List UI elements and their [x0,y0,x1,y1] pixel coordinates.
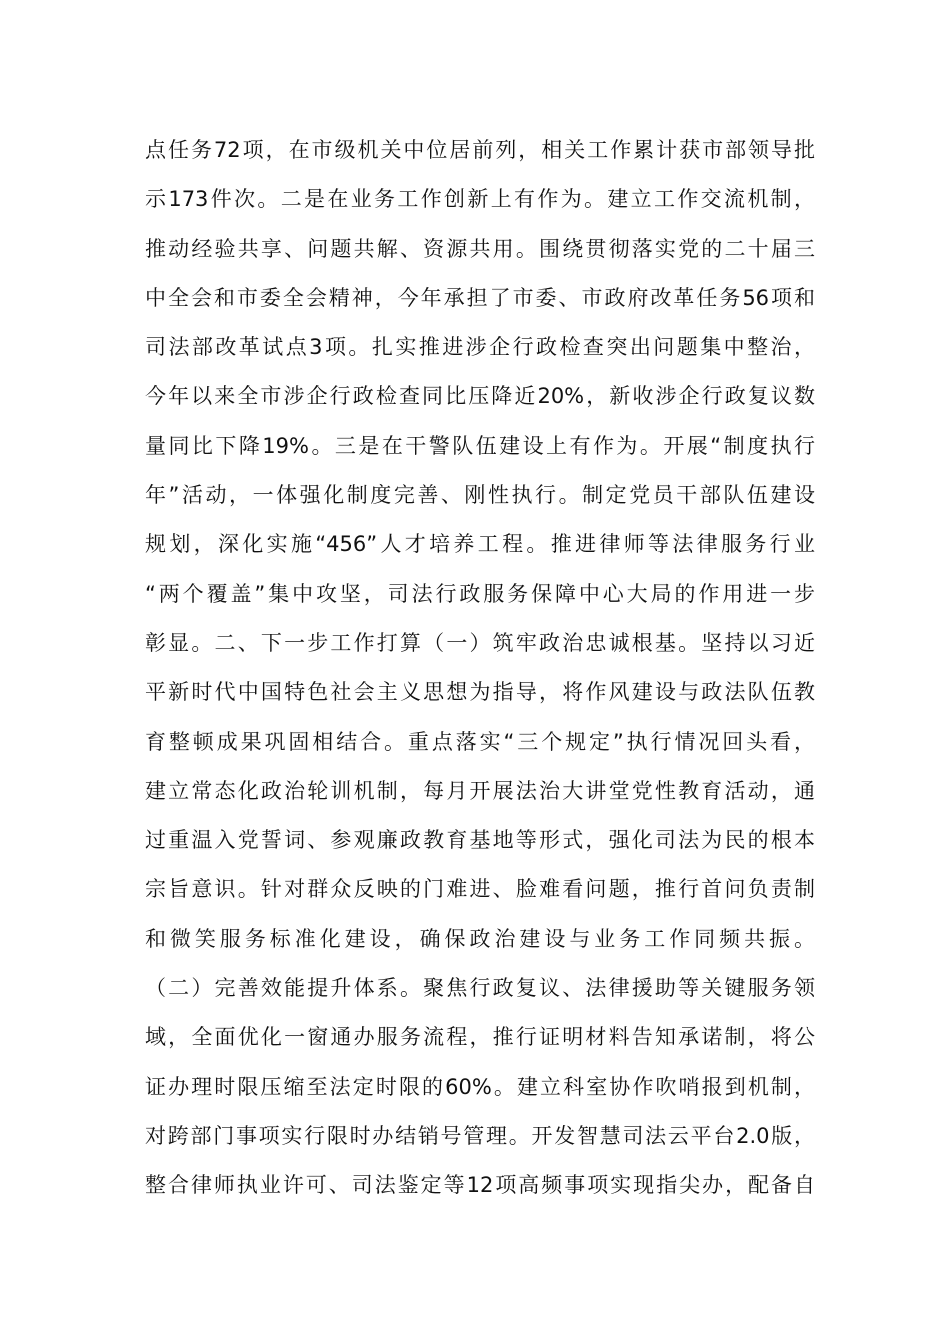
text-line-1: 点任务72项，在市级机关中位居前列，相关工作累计获市部领导批 [145,138,815,162]
text-line-20: 证办理时限压缩至法定时限的60%。建立科室协作吹哨报到机制， [145,1074,815,1099]
text-line-13: 育整顿成果巩固相结合。重点落实“三个规定”执行情况回头看， [145,729,815,754]
text-line-9: 规划，深化实施“456”人才培养工程。推进律师等法律服务行业 [145,532,815,557]
text-line-8: 年”活动，一体强化制度完善、刚性执行。制定党员干部队伍建设 [145,483,815,508]
text-line-11: 彰显。二、下一步工作打算（一）筑牢政治忠诚根基。坚持以习近 [145,630,815,655]
text-line-4: 中全会和市委全会精神，今年承担了市委、市政府改革任务56项和 [145,285,815,310]
text-line-10: “两个覆盖”集中攻坚，司法行政服务保障中心大局的作用进一步 [145,581,815,606]
text-line-22: 整合律师执业许可、司法鉴定等12项高频事项实现指尖办，配备自 [145,1173,815,1198]
text-line-17: 和微笑服务标准化建设，确保政治建设与业务工作同频共振。 [145,926,815,951]
text-line-12: 平新时代中国特色社会主义思想为指导，将作风建设与政法队伍教 [145,680,815,705]
text-line-2: 示173件次。二是在业务工作创新上有作为。建立工作交流机制， [145,187,815,212]
text-line-6: 今年以来全市涉企行政检查同比压降近20%，新收涉企行政复议数 [145,384,815,409]
text-line-5: 司法部改革试点3项。扎实推进涉企行政检查突出问题集中整治， [145,335,815,360]
text-line-16: 宗旨意识。针对群众反映的门难进、脸难看问题，推行首问负责制 [145,877,815,902]
text-line-7: 量同比下降19%。三是在干警队伍建设上有作为。开展“制度执行 [145,433,815,458]
text-line-15: 过重温入党誓词、参观廉政教育基地等形式，强化司法为民的根本 [145,828,815,853]
text-line-19: 域，全面优化一窗通办服务流程，推行证明材料告知承诺制，将公 [145,1025,815,1050]
text-line-18: （二）完善效能提升体系。聚焦行政复议、法律援助等关键服务领 [145,976,815,1001]
text-line-21: 对跨部门事项实行限时办结销号管理。开发智慧司法云平台2.0版， [145,1123,815,1148]
text-line-3: 推动经验共享、问题共解、资源共用。围绕贯彻落实党的二十届三 [145,236,815,261]
body-text [145,126,815,1211]
text-line-14: 建立常态化政治轮训机制，每月开展法治大讲堂党性教育活动，通 [145,778,815,803]
